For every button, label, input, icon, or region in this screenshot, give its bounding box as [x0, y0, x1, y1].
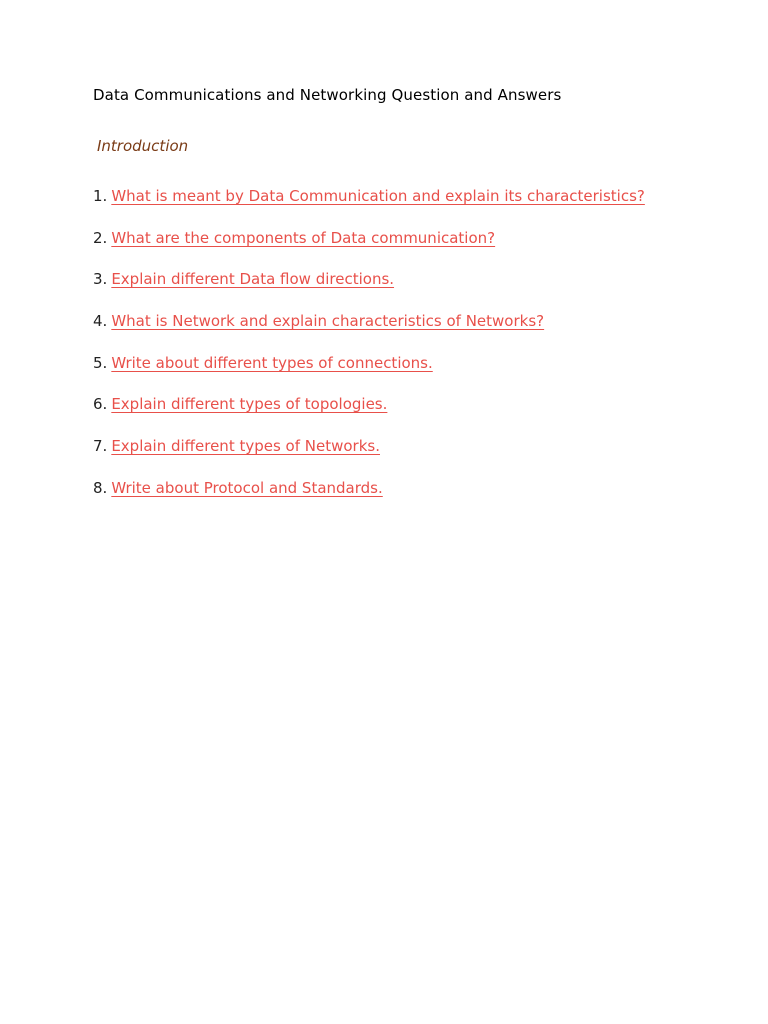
question-number: 6. — [93, 395, 108, 414]
question-link[interactable]: Explain different Data flow directions. — [111, 270, 395, 289]
question-number: 1. — [93, 187, 108, 205]
question-list — [93, 187, 645, 521]
question-link[interactable]: Write about different types of connections. — [111, 353, 433, 372]
question-link[interactable]: Write about Protocol and Standards. — [111, 478, 383, 497]
question-item — [93, 479, 645, 521]
question-link[interactable]: Explain different types of Networks. — [111, 437, 380, 456]
question-item — [93, 270, 645, 312]
question-link[interactable]: What are the components of Data communication? — [111, 228, 496, 247]
question-link[interactable]: Explain different types of topologies. — [111, 395, 388, 414]
question-item — [93, 354, 645, 396]
document-title: Data Communications and Networking Question and Answers — [93, 86, 562, 104]
question-item — [93, 187, 645, 229]
question-number: 2. — [93, 228, 108, 247]
question-link[interactable]: What is meant by Data Communication and explain its characteristics? — [111, 187, 645, 205]
question-item — [93, 437, 645, 479]
question-number: 5. — [93, 353, 108, 372]
question-number: 7. — [93, 437, 108, 456]
section-heading-introduction: Introduction — [97, 137, 189, 155]
question-number: 3. — [93, 270, 108, 289]
question-item — [93, 395, 645, 437]
question-item — [93, 312, 645, 354]
question-number: 8. — [93, 478, 108, 497]
question-item — [93, 229, 645, 271]
question-link[interactable]: What is Network and explain characteristics of Networks? — [111, 312, 545, 331]
question-number: 4. — [93, 312, 108, 331]
